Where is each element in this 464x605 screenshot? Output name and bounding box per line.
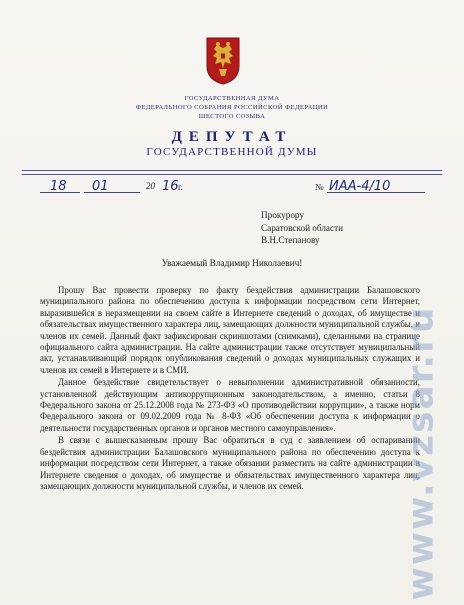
body-paragraph: Прошу Вас провести проверку по факту бездействия администрации Балашовского муниципального района по обеспечению доступа к информации посредством сети Интернет, выразившейся в неразмещении на своем сайте в Интернете сведений о доходах, об имуществе и обязательствах имущественного характера лиц, замещающих должности муниципальной службы, и членов их семей. Данный факт зафиксирован скриншотами (снимками), сделанными на странице официального сайта администрации. На сайте администрации также отсутствует муниципальный акт, устанавливающий порядок опубликования сведений о доходах муниципальных служащих и членов их семей в Интернете и в СМИ.: [40, 285, 420, 375]
site-watermark: [386, 235, 446, 605]
salutation: Уважаемый Владимир Николаевич!: [161, 259, 303, 269]
letterhead-title: ДЕПУТАТ: [171, 129, 293, 145]
org-name-line3: ШЕСТОГО СОЗЫВА: [198, 113, 266, 120]
date-suffix: г.: [178, 182, 183, 192]
date-year: 16: [162, 179, 179, 194]
addressee-line: Прокурору: [261, 210, 305, 220]
body-paragraph: В связи с вышесказанным прошу Вас обратиться в суд с заявлением об оспаривании бездействия администрации Балашовского муниципального района по обеспечению доступа к информации посредством сети Интернет, а также обязании разместить на сайте администрации в Интернете сведения о доходах, об имуществе и обязательствах имущественного характера лиц, замещающих должности муниципальной службы, и членов их семей.: [40, 435, 420, 491]
date-year-prefix: 20: [146, 181, 155, 191]
outgoing-number: ИАА-4/10: [329, 179, 391, 194]
number-underline: [327, 192, 425, 193]
date-day: 18: [50, 179, 67, 194]
letterhead-subtitle: ГОСУДАРСТВЕННОЙ ДУМЫ: [146, 146, 318, 158]
org-name-line2: ФЕДЕРАЛЬНОГО СОБРАНИЯ РОССИЙСКОЙ ФЕДЕРАЦИИ: [135, 104, 329, 111]
org-name-line1: ГОСУДАРСТВЕННАЯ ДУМА: [184, 95, 280, 102]
header-divider-second: [22, 174, 442, 175]
body-paragraph: Данное бездействие свидетельствует о невыполнении административной обязанности, установленной действующим антикоррупционным законодательством, а именно, статьи 8 Федерального закона от 25.12.2008 года № 273-ФЗ «О противодействии коррупции», а также норм Федерального закона от 09.02.2009 года № 8-ФЗ «Об обеспечении доступа к информации о деятельности государственных органов и органов местного самоуправления».: [40, 377, 420, 433]
letter-body: [40, 285, 420, 493]
date-month-underline: [84, 192, 140, 193]
addressee-line: В.Н.Степанову: [261, 235, 320, 246]
addressee-block: [261, 209, 343, 247]
header-divider: [22, 170, 442, 171]
date-day-underline: [40, 192, 80, 193]
coat-of-arms-icon: [205, 36, 241, 86]
watermark-text: www.vzsar.ru: [400, 305, 442, 601]
outgoing-number-label: №: [315, 182, 324, 192]
addressee-line: Саратовской области: [261, 222, 344, 233]
date-month: 01: [92, 179, 109, 194]
